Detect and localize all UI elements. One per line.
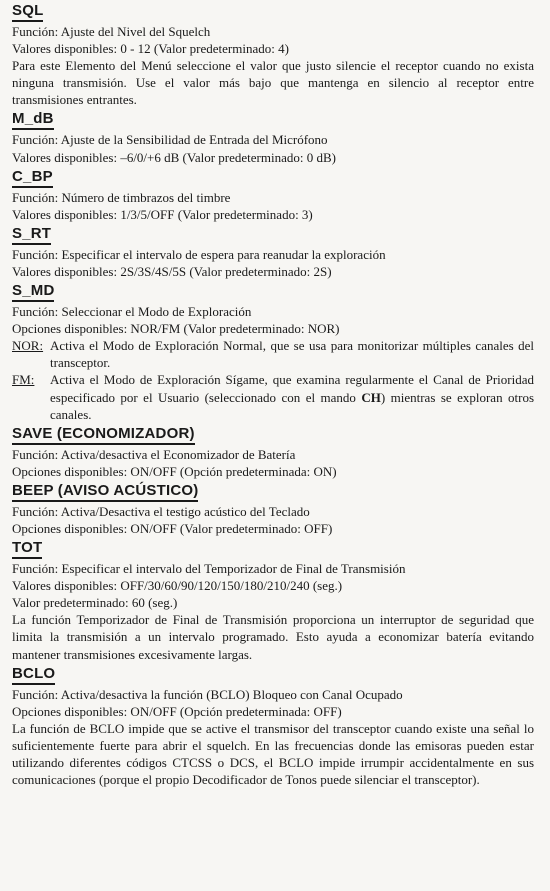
bclo-function-line: Función: Activa/desactiva la función (BCLO) Bloqueo con Canal Ocupado: [12, 686, 403, 702]
section-heading-smd: S_MD: [12, 282, 54, 302]
section-heading-save: SAVE (ECONOMIZADOR): [12, 425, 195, 445]
smd-options-line: Opciones disponibles: NOR/FM (Valor predeterminado: NOR): [12, 321, 340, 337]
section-beep: [12, 480, 534, 537]
section-tot: [12, 537, 534, 663]
section-srt: [12, 223, 534, 280]
ch-knob-label: CH: [361, 389, 381, 405]
definition-text-fm: [50, 371, 534, 422]
beep-options-line: Opciones disponibles: ON/OFF (Valor predeterminado: OFF): [12, 520, 333, 536]
smd-definition-fm: [12, 371, 534, 422]
section-smd: [12, 280, 534, 423]
section-save: [12, 423, 534, 480]
sql-description: Para este Elemento del Menú seleccione el valor que justo silencie el receptor cuando no exista ninguna transmisión. Use el valor más bajo que mantenga en silencio al receptor entre transmisiones entrantes.: [12, 58, 534, 108]
definition-text-fm-after: ) mientras se exploran otros canales.: [50, 389, 535, 422]
smd-definition-nor: [12, 337, 534, 371]
definition-term-nor: NOR:: [12, 338, 44, 354]
section-bclo: [12, 663, 534, 789]
definition-text-nor: Activa el Modo de Exploración Normal, que se usa para monitorizar múltiples canales del transceptor.: [50, 338, 534, 371]
save-function-line: Función: Activa/desactiva el Economizador de Batería: [12, 446, 296, 462]
save-options-line: Opciones disponibles: ON/OFF (Opción predeterminada: ON): [12, 463, 337, 479]
section-sql: [12, 0, 534, 108]
tot-function-line: Función: Especificar el intervalo del Temporizador de Final de Transmisión: [12, 561, 406, 577]
sql-function-line: Función: Ajuste del Nivel del Squelch: [12, 24, 211, 39]
srt-values-line: Valores disponibles: 2S/3S/4S/5S (Valor predeterminado: 2S): [12, 263, 332, 279]
tot-default-line: Valor predeterminado: 60 (seg.): [12, 595, 178, 611]
bclo-description: La función de BCLO impide que se active el transmisor del transceptor cuando existe una señal lo suficientemente fuerte para abrir el squelch. En las frecuencias donde las emisoras pueden estar utilizando diferentes códigos CTCSS o DCS, el BCLO impide irrumpir accidentalmente en sus comunicaciones (porque el propio Decodificador de Tonos puede silenciar el transceptor).: [12, 720, 534, 788]
manual-page: [12, 0, 534, 788]
section-heading-sql: SQL: [12, 2, 43, 22]
srt-function-line: Función: Especificar el intervalo de espera para reanudar la exploración: [12, 246, 386, 262]
section-heading-srt: S_RT: [12, 225, 51, 245]
cbp-values-line: Valores disponibles: 1/3/5/OFF (Valor predeterminado: 3): [12, 206, 313, 222]
definition-text-fm-before: Activa el Modo de Exploración Sígame, que examina regularmente el Canal de Prioridad especificado por el Usuario (seleccionado con el mando: [50, 372, 534, 405]
tot-description: La función Temporizador de Final de Transmisión proporciona un interruptor de seguridad que limita la transmisión a un intervalo programado. Esto ayuda a economizar batería evitando mantener transmisiones excesivamente largas.: [12, 612, 534, 662]
smd-function-line: Función: Seleccionar el Modo de Exploración: [12, 304, 252, 320]
tot-values-line: Valores disponibles: OFF/30/60/90/120/150/180/210/240 (seg.): [12, 578, 343, 594]
definition-term-fm: FM:: [12, 372, 35, 388]
section-heading-cbp: C_BP: [12, 168, 53, 188]
section-cbp: [12, 166, 534, 223]
bclo-options-line: Opciones disponibles: ON/OFF (Opción predeterminada: OFF): [12, 703, 342, 719]
section-mdb: [12, 108, 534, 165]
section-heading-bclo: BCLO: [12, 665, 55, 685]
section-heading-beep: BEEP (AVISO ACÚSTICO): [12, 482, 198, 502]
section-heading-tot: TOT: [12, 539, 42, 559]
section-heading-mdb: M_dB: [12, 110, 54, 130]
mdb-function-line: Función: Ajuste de la Sensibilidad de Entrada del Micrófono: [12, 132, 328, 148]
sql-values-line: Valores disponibles: 0 - 12 (Valor predeterminado: 4): [12, 41, 289, 57]
cbp-function-line: Función: Número de timbrazos del timbre: [12, 189, 231, 205]
beep-function-line: Función: Activa/Desactiva el testigo acústico del Teclado: [12, 503, 310, 519]
mdb-values-line: Valores disponibles: –6/0/+6 dB (Valor predeterminado: 0 dB): [12, 149, 336, 165]
